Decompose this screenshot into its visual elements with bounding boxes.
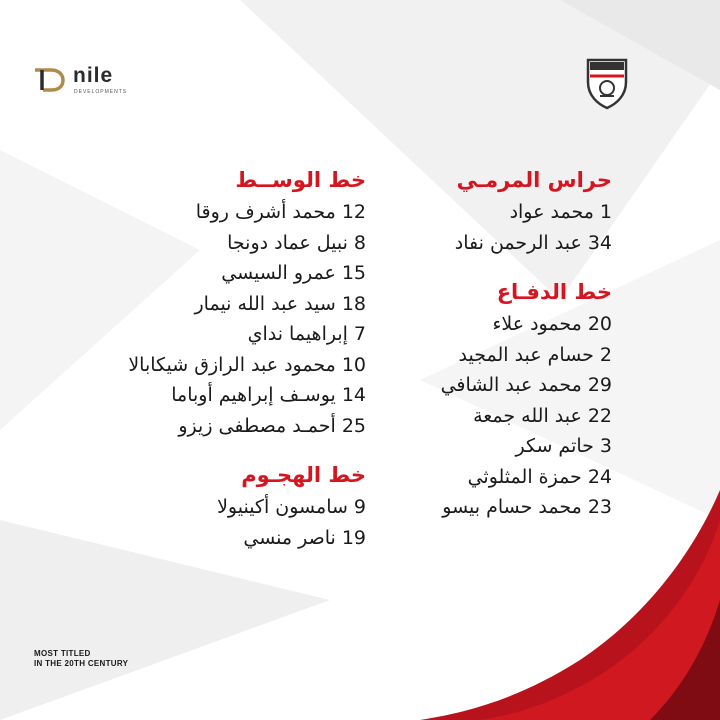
player-name: محمد عواد (509, 201, 594, 223)
group-title-midfielders: خط الوســط (235, 168, 366, 192)
player-name: حسام عبد المجيد (458, 343, 594, 366)
player-number: 23 (587, 496, 612, 518)
player-row (66, 523, 366, 554)
player-number: 29 (587, 374, 612, 396)
player-name: سيد عبد الله نيمار (194, 292, 336, 315)
player-number: 7 (353, 323, 366, 345)
player-number: 15 (341, 262, 366, 284)
player-number: 19 (341, 526, 366, 549)
player-name: أحمـد مصطفى زيزو (178, 414, 336, 437)
left-column (66, 164, 366, 571)
player-row (66, 289, 366, 320)
player-row (66, 319, 366, 350)
group-title-goalkeepers: حراس المرمـي (456, 168, 612, 192)
footer-line-1: MOST TITLED (34, 649, 91, 658)
player-number: 12 (341, 201, 366, 223)
player-number: 10 (341, 353, 366, 376)
player-number: 22 (587, 404, 612, 427)
player-row (66, 492, 366, 523)
player-number: 25 (341, 414, 366, 437)
player-row (66, 350, 366, 381)
player-name: محمد عبد الشافي (440, 374, 582, 396)
footer-line-2: IN THE 20TH CENTURY (34, 659, 129, 668)
player-row (66, 411, 366, 442)
player-name: محمود علاء (492, 313, 582, 335)
player-number: 24 (587, 465, 612, 488)
sponsor-brand: nile (73, 64, 114, 87)
footer-tagline (34, 649, 128, 669)
forwards-group (66, 459, 366, 553)
midfielders-group (66, 164, 366, 441)
player-row (66, 258, 366, 289)
player-name: محمود عبد الرازق شيكابالا (128, 353, 336, 376)
player-name: حمزة المثلوثي (467, 465, 582, 488)
sponsor-tagline: DEVELOPMENTS (74, 89, 128, 95)
player-number: 18 (341, 292, 366, 315)
player-number: 2 (599, 343, 612, 366)
player-row (66, 380, 366, 411)
player-name: إبراهيما نداي (247, 323, 348, 345)
player-row (66, 228, 366, 259)
player-name: محمد حسام بيسو (442, 496, 582, 518)
sponsor-logo (33, 64, 143, 98)
player-number: 9 (353, 496, 366, 518)
player-name: حاتم سكر (515, 435, 594, 457)
player-name: عبد الرحمن نفاد (454, 231, 582, 254)
player-number: 3 (599, 435, 612, 457)
player-name: عبد الله جمعة (473, 404, 582, 427)
nile-logo-icon (33, 66, 65, 94)
group-title-forwards: خط الهجـوم (241, 463, 366, 487)
player-number: 34 (587, 231, 612, 254)
player-name: نبيل عماد دونجا (227, 231, 348, 254)
player-name: ناصر منسي (243, 526, 336, 549)
player-name: سامسون أكينيولا (217, 496, 348, 518)
player-number: 8 (353, 231, 366, 254)
player-row (66, 197, 366, 228)
group-title-defenders: خط الدفـاع (496, 280, 612, 304)
player-number: 20 (587, 313, 612, 335)
club-crest-icon (584, 56, 630, 110)
player-number: 1 (599, 201, 612, 223)
player-name: محمد أشرف روقا (195, 201, 336, 223)
player-number: 14 (341, 384, 366, 406)
player-name: عمرو السيسي (221, 262, 336, 284)
player-name: يوسـف إبراهيم أوباما (171, 384, 336, 406)
